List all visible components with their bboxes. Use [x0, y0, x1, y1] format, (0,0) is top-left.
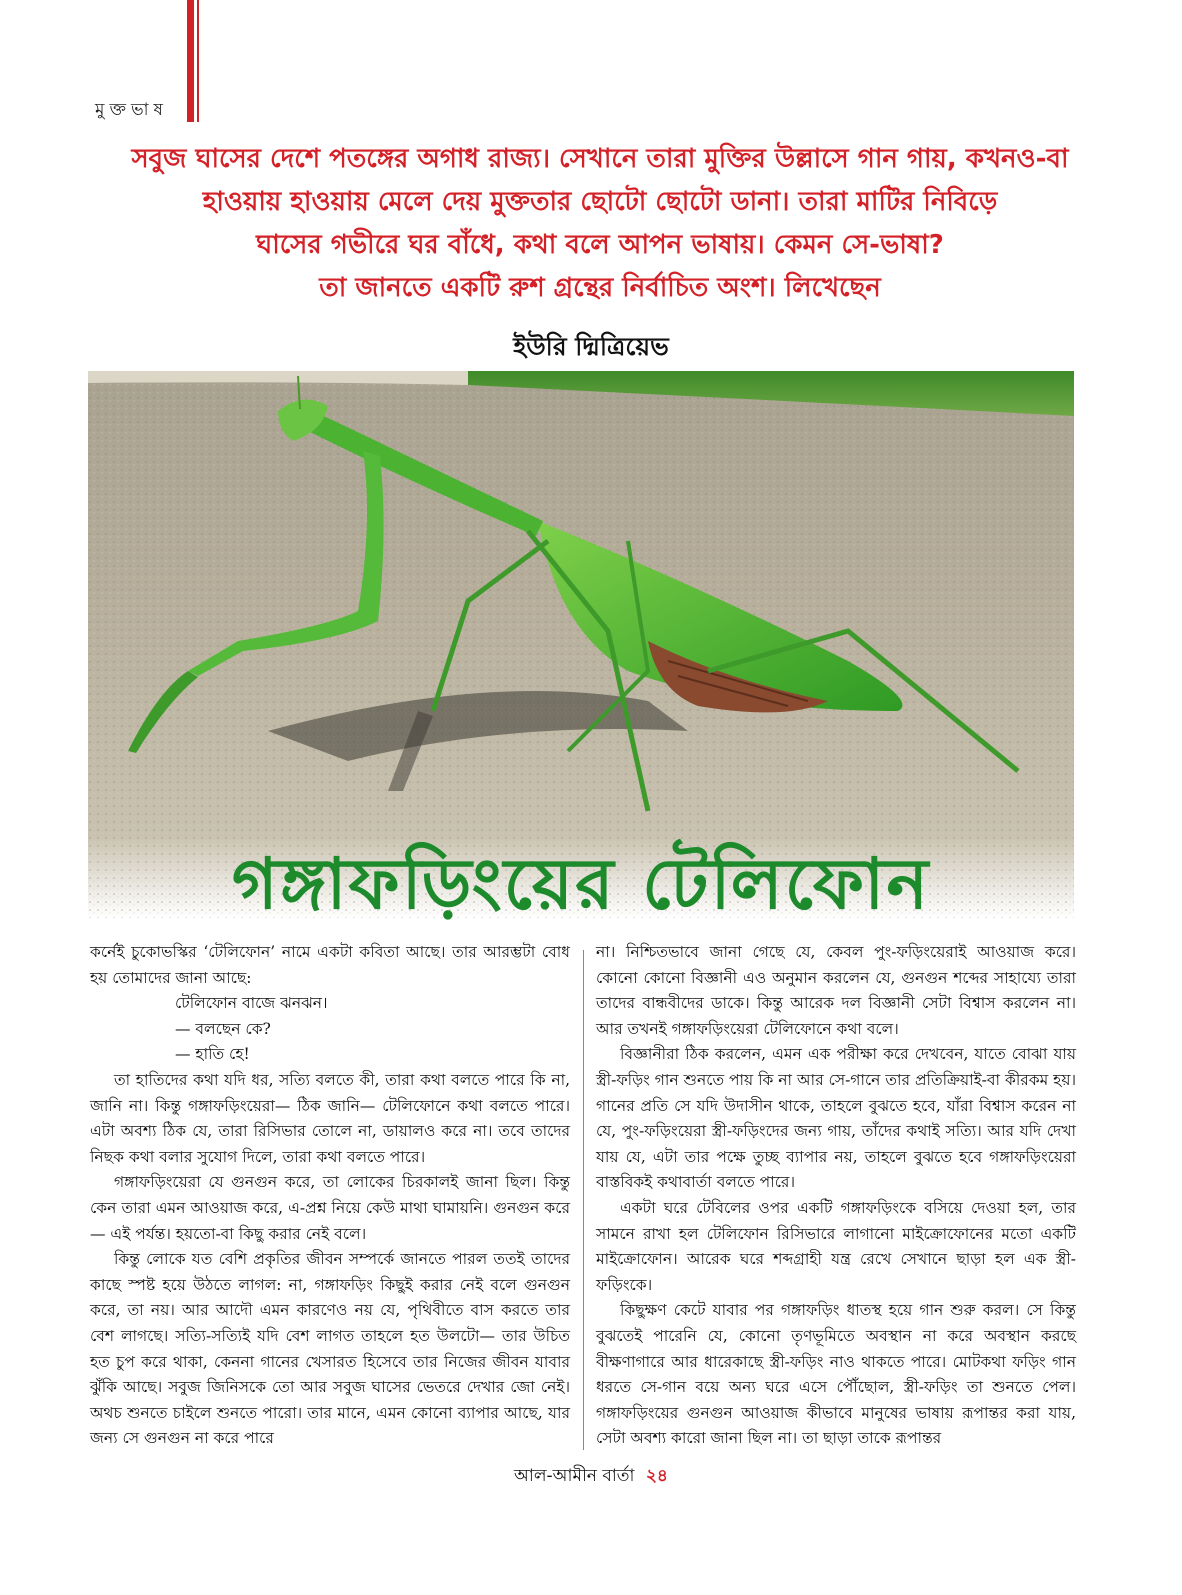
- paragraph: তা হাতিদের কথা যদি ধর, সত্যি বলতে কী, তারা কথা বলতে পারে কি না, জানি না। কিন্তু গঙ্গাফড়িংয়েরা— ঠিক জানি— টেলিফোনে কথা বলতে পারে। এটা অবশ্য ঠিক যে, তারা রিসিভার তোলে না, ডায়ালও করে না। তবে তাদের নিছক কথা বলার সুযোগ দিলে, তারা কথা বলতে পারে।: [90, 1070, 570, 1166]
- intro-line: তা জানতে একটি রুশ গ্রন্থের নির্বাচিত অংশ। লিখেছেন: [319, 273, 881, 303]
- paragraph: কর্নেই চুকোভস্কির ‘টেলিফোন’ নামে একটা কবিতা আছে। তার আরম্ভটা বোধ হয় তোমাদের জানা আছে:: [90, 943, 570, 987]
- paragraph: না। নিশ্চিতভাবে জানা গেছে যে, কেবল পুং-ফড়িংয়েরাই আওয়াজ করে। কোনো কোনো বিজ্ঞানী এও অনুমান করলেন যে, গুনগুন শব্দের সাহায্যে তারা তাদের বান্ধবীদের ডাকে। কিন্তু আরেক দল বিজ্ঞানী সেটা বিশ্বাস করলেন না। আর তখনই গঙ্গাফড়িংয়েরা টেলিফোনে কথা বলে।: [596, 943, 1076, 1038]
- magazine-name: আল-আমীন বার্তা: [514, 1466, 635, 1486]
- poem-line: টেলিফোন বাজে ঝনঝন।: [175, 994, 328, 1013]
- page-footer: [0, 1463, 1182, 1491]
- paragraph: বিজ্ঞানীরা ঠিক করলেন, এমন এক পরীক্ষা করে দেখবেন, যাতে বোঝা যায় স্ত্রী-ফড়িং গান শুনতে পায় কি না আর সে-গানে তার প্রতিক্রিয়াই-বা কীরকম হয়। গানের প্রতি সে যদি উদাসীন থাকে, তাহলে বুঝতে হবে, যাঁরা বিশ্বাস করেন না যে, পুং-ফড়িংয়েরা স্ত্রী-ফড়িংদের জন্য গায়, তাঁদের কথাই সত্যি। আর যদি দেখা যায় যে, এটা তার পক্ষে তুচ্ছ ব্যাপার নয়, তাহলে বুঝতে হবে গঙ্গাফড়িংয়েরা বাস্তবিকই কথাবার্তা বলতে পারে।: [596, 1045, 1076, 1192]
- paragraph: একটা ঘরে টেবিলের ওপর একটি গঙ্গাফড়িংকে বসিয়ে দেওয়া হল, তার সামনে রাখা হল টেলিফোন রিসিভারে লাগানো মাইক্রোফোনের মতো একটি মাইক্রোফোন। আরেক ঘরে শব্দগ্রাহী যন্ত্র রেখে সেখানে ছাড়া হল এক স্ত্রী-ফড়িংকে।: [596, 1198, 1076, 1294]
- poem-line: — বলছেন কে?: [175, 1019, 271, 1038]
- paragraph: গঙ্গাফড়িংয়েরা যে গুনগুন করে, তা লোকের চিরকালই জানা ছিল। কিন্তু কেন তারা এমন আওয়াজ করে, এ-প্রশ্ন নিয়ে কেউ মাথা ঘামায়নি। গুনগুন করে— এই পর্যন্ত। হয়তো-বা কিছু করার নেই বলে।: [90, 1173, 570, 1243]
- article-headline: গঙ্গাফড়িংয়ের টেলিফোন: [231, 843, 931, 925]
- paragraph: কিছুক্ষণ কেটে যাবার পর গঙ্গাফড়িং ধাতস্থ হয়ে গান শুরু করল। সে কিন্তু বুঝতেই পারেনি যে, কোনো তৃণভূমিতে অবস্থান না করে অবস্থান করছে বীক্ষণাগারে আর ধারেকাছে স্ত্রী-ফড়িং নাও থাকতে পারে। মোটকথা ফড়িং গান ধরতে সে-গান বয়ে অন্য ঘরে এসে পৌঁছোল, স্ত্রী-ফড়িং তা শুনতে পেল। গঙ্গাফড়িংয়ের গুনগুন আওয়াজ কীভাবে মানুষের ভাষায় রূপান্তর করা যায়, সেটা অবশ্য কারো জানা ছিল না। তা ছাড়া তাকে রূপান্তর: [596, 1301, 1076, 1448]
- intro-line: হাওয়ায় হাওয়ায় মেলে দেয় মুক্ততার ছোটো ছোটো ডানা। তারা মাটির নিবিড়ে: [202, 187, 998, 217]
- article-column-left: [90, 940, 570, 1452]
- page-number: ২৪: [645, 1466, 668, 1486]
- section-label: মুক্তভাষ: [95, 100, 168, 120]
- header-accent-bar: [187, 0, 194, 122]
- intro-line: ঘাসের গভীরে ঘর বাঁধে, কথা বলে আপন ভাষায়। কেমন সে-ভাষা?: [256, 230, 944, 260]
- article-column-right: [596, 940, 1076, 1452]
- intro-line: সবুজ ঘাসের দেশে পতঙ্গের অগাধ রাজ্য। সেখানে তারা মুক্তির উল্লাসে গান গায়, কখনও-বা: [131, 144, 1069, 174]
- column-divider: [583, 950, 584, 1450]
- header-accent-line: [197, 0, 199, 122]
- author-name: ইউরি দ্মিত্রিয়েভ: [513, 332, 669, 361]
- intro-blurb: [120, 138, 1080, 310]
- poem-line: — হাতি হে!: [175, 1045, 250, 1064]
- paragraph: কিন্তু লোকে যত বেশি প্রকৃতির জীবন সম্পর্কে জানতে পারল ততই তাদের কাছে স্পষ্ট হয়ে উঠতে লাগল: না, গঙ্গাফড়িং কিছুই করার নেই বলে গুনগুন করে, তা নয়। আর আদৌ এমন কারণেও নয় যে, পৃথিবীতে বাস করতে তার বেশ লাগছে। সত্যি-সত্যিই যদি বেশ লাগত তাহলে হত উলটো— তার উচিত হত চুপ করে থাকা, কেননা গানের খেসারত হিসেবে তার নিজের জীবন যাবার ঝুঁকি আছে। সবুজ জিনিসকে তো আর সবুজ ঘাসের ভেতরে দেখার জো নেই। অথচ শুনতে চাইলে শুনতে পারো। তার মানে, এমন কোনো ব্যাপার আছে, যার জন্য সে গুনগুন না করে পারে: [90, 1250, 570, 1448]
